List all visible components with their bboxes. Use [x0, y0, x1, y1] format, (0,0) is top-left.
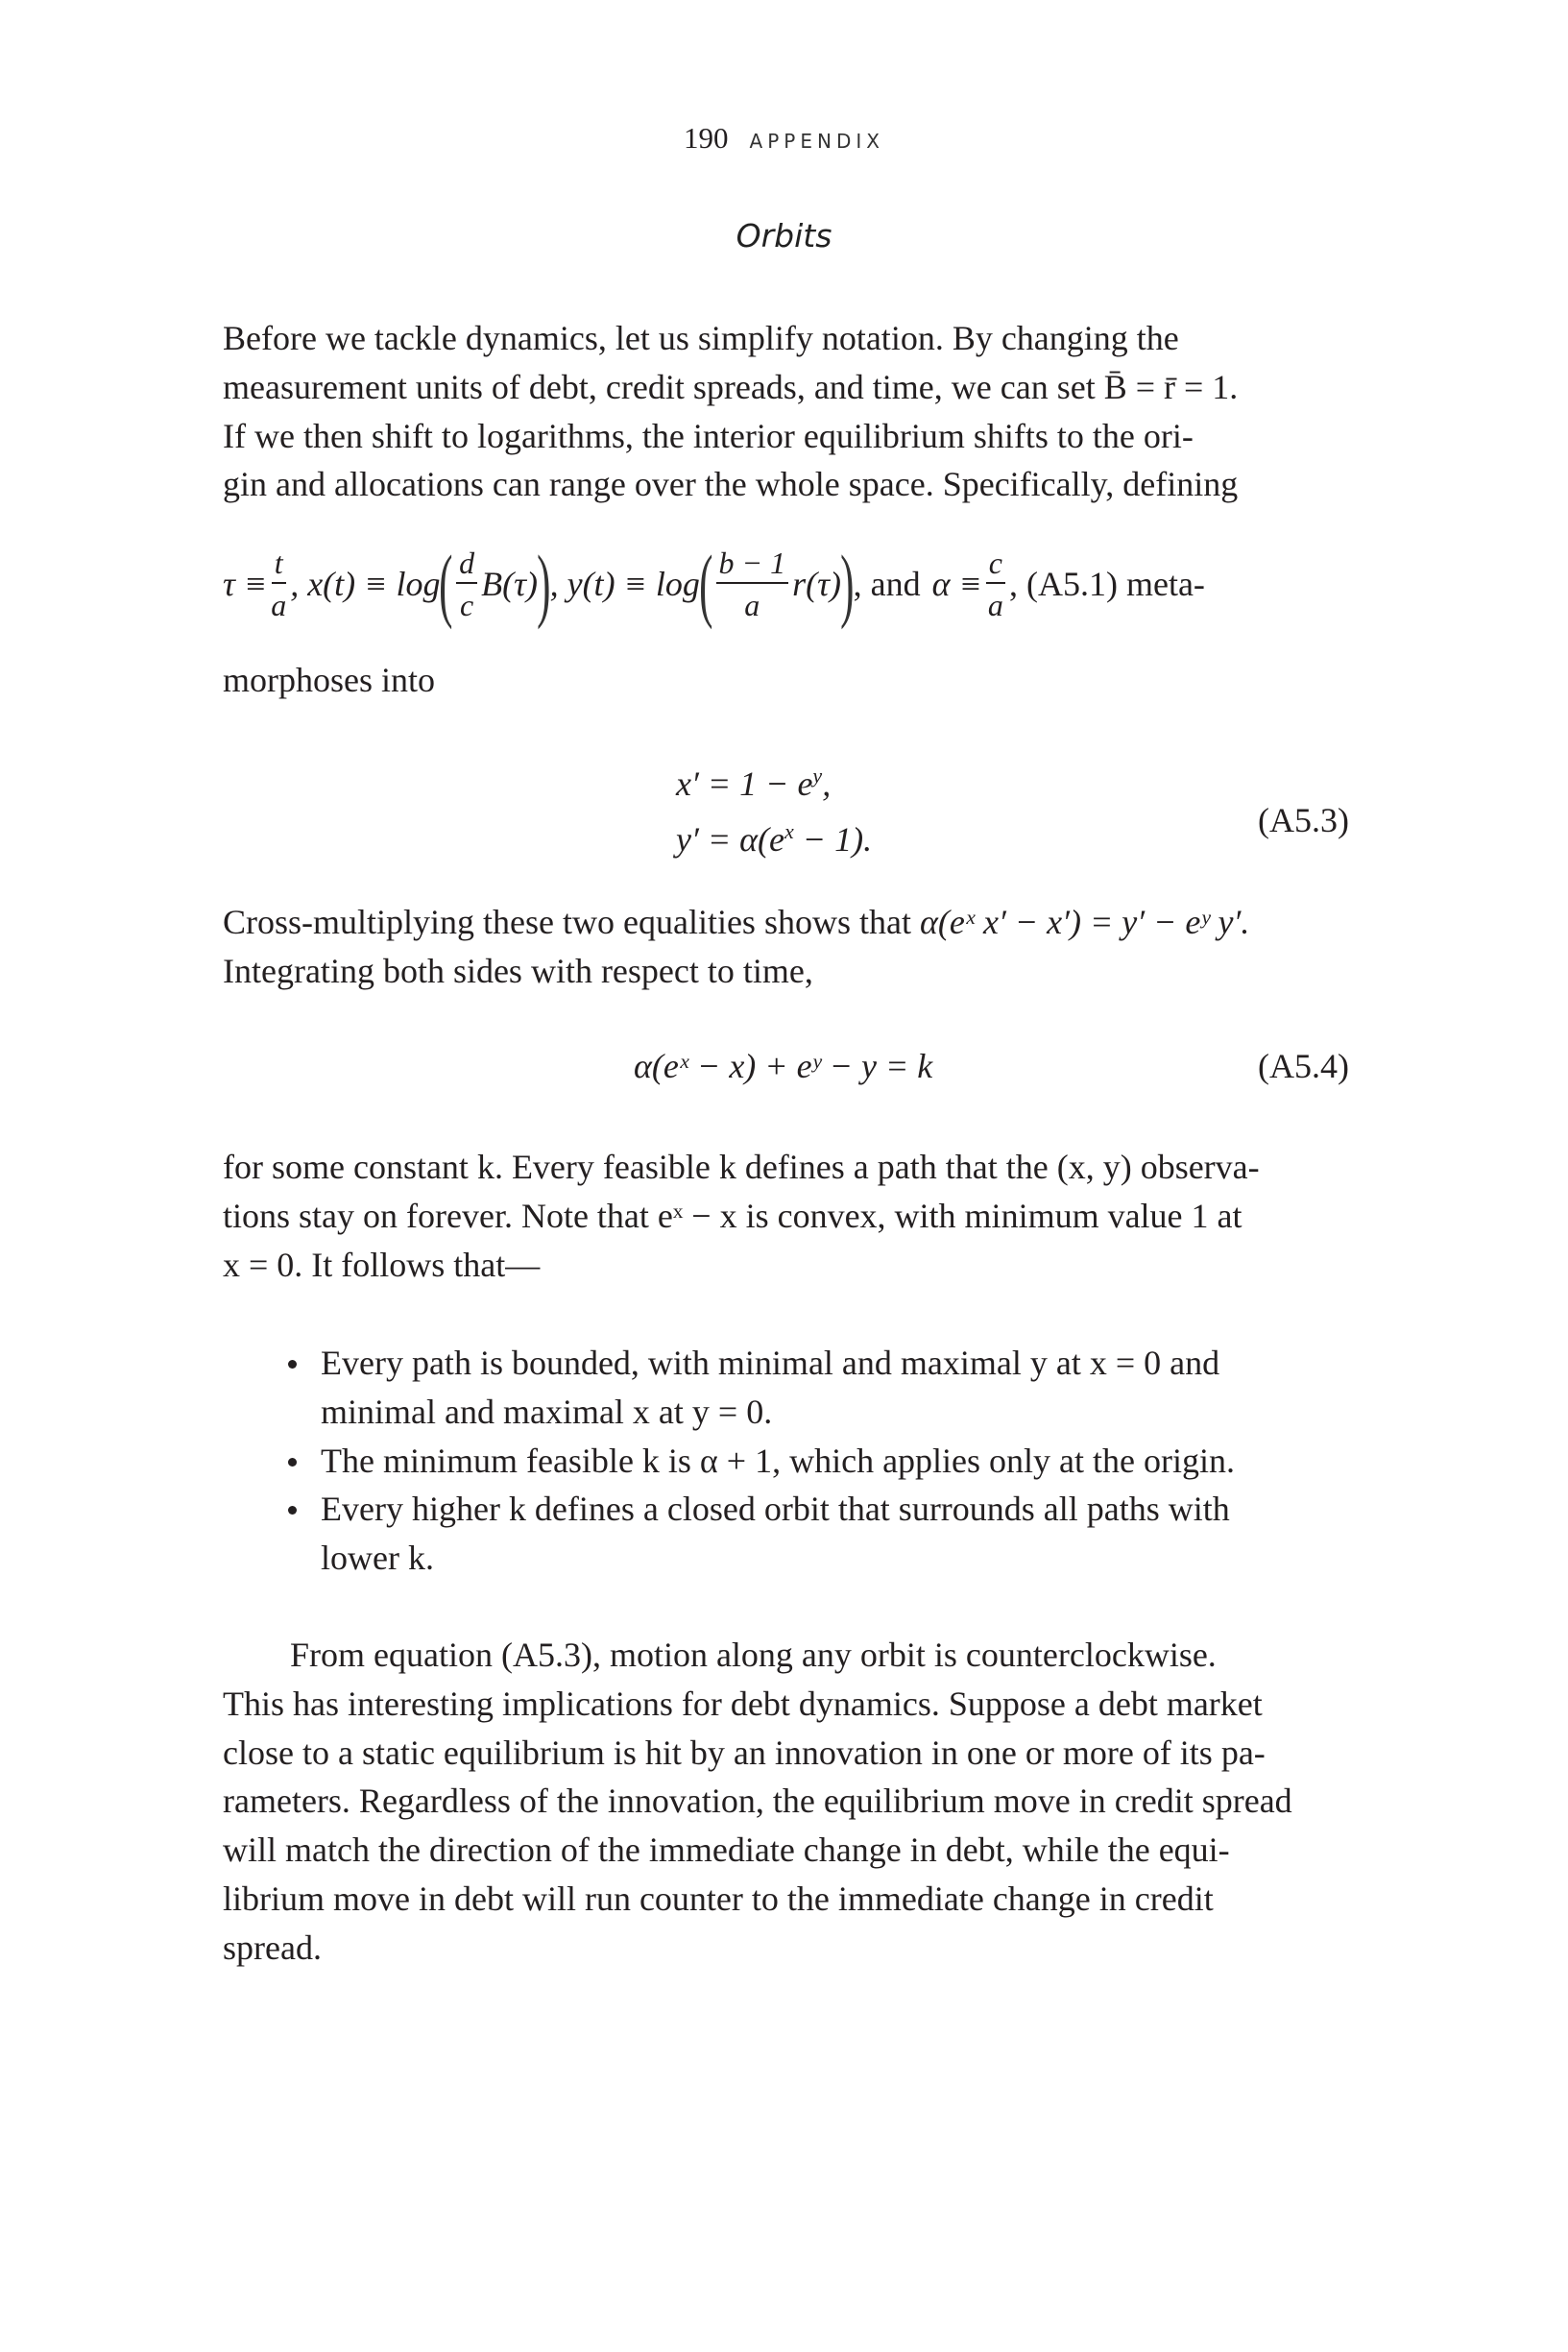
- section-title: Orbits: [736, 217, 832, 255]
- fraction-b-minus-1-over-a: $\frac{b - 1}{a}$: [716, 547, 789, 620]
- text-line: for some constant k. Every feasible k defines a path that the (x, y) observa-: [223, 1148, 1260, 1186]
- running-header: [0, 121, 1568, 156]
- equation-line-2: $y' = \alpha(e^x - 1)$.: [676, 819, 873, 859]
- fraction-c-over-a: $\frac{c}{a}$: [986, 547, 1005, 620]
- bullet-icon: [288, 1360, 297, 1369]
- paragraph-morphoses: morphoses into: [223, 661, 435, 699]
- y-arg: r(τ): [792, 565, 841, 603]
- text-line: will match the direction of the immediate change in debt, while the equi-: [223, 1831, 1230, 1870]
- text-line: close to a static equilibrium is hit by an innovation in one or more of its pa-: [223, 1733, 1266, 1772]
- left-paren: (: [439, 538, 453, 630]
- text-line: librium move in debt will run counter to the immediate change in credit: [223, 1879, 1214, 1918]
- bullet-list: [223, 1339, 1356, 1583]
- text-line: Cross-multiplying these two equalities shows that α(eˣ x′ − x′) = y′ − eʸ y′.: [223, 903, 1250, 941]
- right-paren: ): [840, 538, 855, 630]
- bullet-icon: [288, 1458, 297, 1467]
- y-lhs: , y(t) ≡ log: [549, 565, 700, 603]
- x-lhs: , x(t) ≡ log: [290, 565, 441, 603]
- paragraph-cross-multiplying: [223, 898, 1350, 996]
- equation-A5-3: [676, 752, 872, 863]
- section-label: APPENDIX: [749, 130, 884, 153]
- definitions-tail: , (A5.1) meta-: [1009, 565, 1205, 603]
- fraction-d-over-c: $\frac{d}{c}$: [456, 547, 477, 620]
- equation-line-1: $x' = 1 - e^y$,: [676, 764, 832, 803]
- text-line: rameters. Regardless of the innovation, the equilibrium move in credit spread: [223, 1782, 1292, 1821]
- text-line: tions stay on forever. Note that eˣ − x is convex, with minimum value 1 at: [223, 1196, 1242, 1235]
- page-number: 190: [684, 121, 729, 155]
- list-item: The minimum feasible k is α + 1, which applies only at the origin.: [223, 1437, 1339, 1486]
- and-text: , and: [853, 565, 921, 603]
- fraction-t-over-a: $\frac{t}{a}$: [271, 546, 287, 622]
- text-line: measurement units of debt, credit spreads, and time, we can set B̄ = r̄ = 1.: [223, 367, 1239, 406]
- text-line: gin and allocations can range over the whole space. Specifically, defining: [223, 465, 1239, 504]
- text-line: Before we tackle dynamics, let us simplify notation. By changing the: [223, 319, 1179, 357]
- tau-lhs: τ ≡: [223, 565, 268, 603]
- text-line: Integrating both sides with respect to time,: [223, 951, 813, 990]
- left-paren: (: [699, 538, 713, 630]
- right-paren: ): [537, 538, 551, 630]
- list-item: Every path is bounded, with minimal and maximal y at x = 0 and minimal and maximal x at y = 0.: [223, 1339, 1339, 1437]
- paragraph-intro: [223, 314, 1350, 509]
- text-line: x = 0. It follows that—: [223, 1245, 541, 1284]
- equation-label-A5-4: (A5.4): [1258, 1047, 1349, 1085]
- text-line: This has interesting implications for debt dynamics. Suppose a debt market: [223, 1684, 1263, 1723]
- x-arg: B(τ): [481, 565, 538, 603]
- list-item: Every higher k defines a closed orbit that surrounds all paths with lower k.: [223, 1485, 1339, 1583]
- text-line: If we then shift to logarithms, the interior equilibrium shifts to the ori-: [223, 416, 1194, 455]
- paragraph-counterclockwise: [223, 1631, 1350, 1973]
- text-line: spread.: [223, 1928, 322, 1967]
- text-line: From equation (A5.3), motion along any orbit is counterclockwise.: [290, 1636, 1217, 1674]
- definitions-equation: [223, 526, 1356, 642]
- alpha-lhs: α ≡: [931, 565, 982, 603]
- equation-A5-4: α(eˣ − x) + eʸ − y = k: [634, 1047, 933, 1085]
- bullet-icon: [288, 1506, 297, 1515]
- equation-label-A5-3: (A5.3): [1258, 801, 1349, 839]
- paragraph-constant-k: [223, 1143, 1350, 1289]
